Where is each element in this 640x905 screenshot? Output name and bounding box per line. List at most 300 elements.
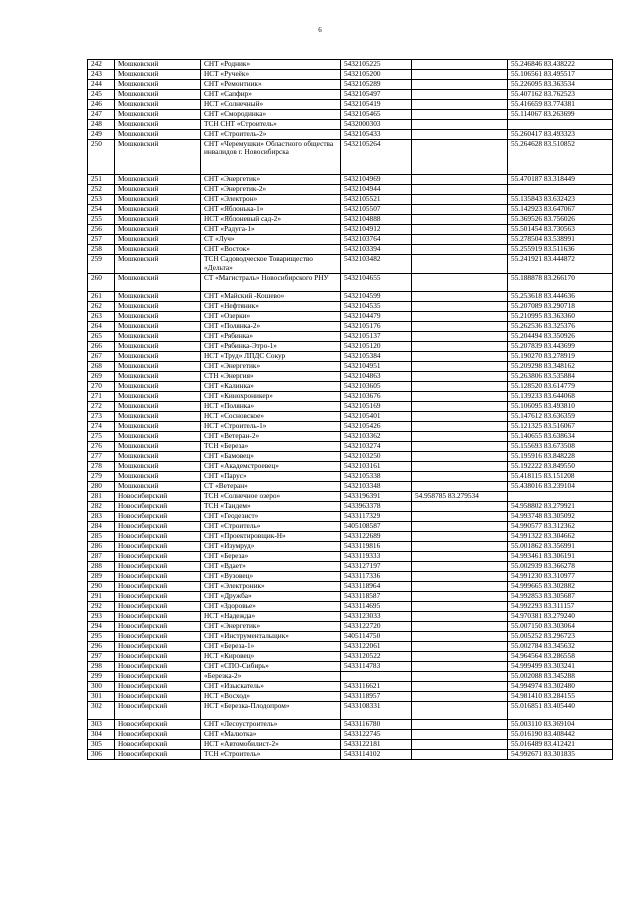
district-cell: Мошковский — [115, 411, 201, 421]
organization-name: СНТ «Яблонька-1» — [201, 205, 341, 215]
row-number: 306 — [88, 750, 115, 760]
table-row — [88, 245, 613, 255]
coordinates-cell — [412, 591, 508, 601]
district-cell: Мошковский — [115, 225, 201, 235]
inn-cell: 5433196391 — [341, 491, 412, 501]
coordinates-cell: 55.418115 83.151208 — [508, 471, 613, 481]
district-cell: Мошковский — [115, 185, 201, 195]
table-row — [88, 331, 613, 341]
coordinates-cell — [412, 661, 508, 671]
inn-cell: 5432103274 — [341, 441, 412, 451]
district-cell: Новосибирский — [115, 531, 201, 541]
district-cell: Мошковский — [115, 301, 201, 311]
row-number: 253 — [88, 195, 115, 205]
inn-cell: 5433123033 — [341, 611, 412, 621]
district-cell: Мошковский — [115, 90, 201, 100]
organization-name: СНТ «Здоровье» — [201, 601, 341, 611]
coordinates-cell: 55.140655 83.638634 — [508, 431, 613, 441]
table-row — [88, 501, 613, 511]
inn-cell: 5433963378 — [341, 501, 412, 511]
organization-name: СНТ «Энергетик-2» — [201, 185, 341, 195]
coordinates-cell: 54.992293 83.311157 — [508, 601, 613, 611]
row-number: 301 — [88, 691, 115, 701]
coordinates-cell — [412, 185, 508, 195]
district-cell: Новосибирский — [115, 740, 201, 750]
coordinates-cell — [412, 371, 508, 381]
inn-cell: 5432105465 — [341, 110, 412, 120]
row-number: 278 — [88, 461, 115, 471]
inn-cell: 5433118957 — [341, 691, 412, 701]
inn-cell: 5432105507 — [341, 205, 412, 215]
coordinates-cell: 54.999499 83.303241 — [508, 661, 613, 671]
coordinates-cell — [412, 215, 508, 225]
coordinates-cell — [412, 341, 508, 351]
coordinates-cell — [412, 130, 508, 140]
district-cell: Новосибирский — [115, 720, 201, 730]
coordinates-cell — [412, 451, 508, 461]
row-number: 291 — [88, 591, 115, 601]
district-cell: Мошковский — [115, 195, 201, 205]
table-row — [88, 511, 613, 521]
row-number: 266 — [88, 341, 115, 351]
table-row — [88, 235, 613, 245]
table-row — [88, 601, 613, 611]
organization-name: СНТ «Кинохроникер» — [201, 391, 341, 401]
coordinates-cell: 55.263806 83.535884 — [508, 371, 613, 381]
coordinates-cell: 55.188878 83.266170 — [508, 273, 613, 291]
organization-name: СНТ «Электрон» — [201, 195, 341, 205]
organization-name: СНТ «Полянка-2» — [201, 321, 341, 331]
coordinates-cell — [412, 60, 508, 70]
organization-name: СНТ «Майский -Кошево» — [201, 291, 341, 301]
organization-name: СТ «Луч» — [201, 235, 341, 245]
inn-cell: 5433119333 — [341, 551, 412, 561]
district-cell: Мошковский — [115, 351, 201, 361]
inn-cell: 5432103764 — [341, 235, 412, 245]
table-row — [88, 541, 613, 551]
district-cell: Новосибирский — [115, 701, 201, 719]
row-number: 290 — [88, 581, 115, 591]
coordinates-cell: 54.993461 83.306191 — [508, 551, 613, 561]
organization-name: НСТ «Солнечный» — [201, 100, 341, 110]
coordinates-cell — [412, 140, 508, 175]
coordinates-cell — [412, 321, 508, 331]
organization-name: НСТ «Надежда» — [201, 611, 341, 621]
district-cell: Мошковский — [115, 461, 201, 471]
coordinates-cell: 55.016851 83.405440 — [508, 701, 613, 719]
row-number: 260 — [88, 273, 115, 291]
organization-name: СНТ «Нефтяник» — [201, 301, 341, 311]
district-cell: Мошковский — [115, 235, 201, 245]
coordinates-cell — [412, 110, 508, 120]
organization-name: ТСН СНТ «Строитель» — [201, 120, 341, 130]
coordinates-cell — [412, 331, 508, 341]
inn-cell: 5433114783 — [341, 661, 412, 671]
table-row — [88, 451, 613, 461]
coordinates-cell: 55.278504 83.538991 — [508, 235, 613, 245]
inn-cell: 5433127197 — [341, 561, 412, 571]
coordinates-cell — [412, 235, 508, 245]
row-number: 242 — [88, 60, 115, 70]
coordinates-cell: 55.416659 83.774381 — [508, 100, 613, 110]
inn-cell: 5432105497 — [341, 90, 412, 100]
organization-name: СНТ «СПО-Сибирь» — [201, 661, 341, 671]
row-number: 294 — [88, 621, 115, 631]
coordinates-cell: 55.002784 83.345632 — [508, 641, 613, 651]
coordinates-cell — [412, 351, 508, 361]
district-cell: Новосибирский — [115, 671, 201, 681]
coordinates-cell — [412, 175, 508, 185]
inn-cell: 5432105521 — [341, 195, 412, 205]
inn-cell: 5432105426 — [341, 421, 412, 431]
coordinates-cell: 55.142923 83.647067 — [508, 205, 613, 215]
coordinates-cell — [412, 740, 508, 750]
coordinates-cell: 55.253618 83.444636 — [508, 291, 613, 301]
district-cell: Мошковский — [115, 140, 201, 175]
organization-name: СНТ «Энергетик» — [201, 175, 341, 185]
district-cell: Новосибирский — [115, 651, 201, 661]
table-row — [88, 621, 613, 631]
organization-name: СНТ «Восток» — [201, 245, 341, 255]
row-number: 255 — [88, 215, 115, 225]
organization-name: СНТ «Проектировщик-Н» — [201, 531, 341, 541]
coordinates-cell — [412, 720, 508, 730]
row-number: 297 — [88, 651, 115, 661]
coordinates-cell: 55.005252 83.296723 — [508, 631, 613, 641]
district-cell: Мошковский — [115, 481, 201, 491]
row-number: 245 — [88, 90, 115, 100]
inn-cell: 5432105200 — [341, 70, 412, 80]
table-row — [88, 441, 613, 451]
coordinates-cell — [412, 80, 508, 90]
coordinates-cell: 55.192222 83.849550 — [508, 461, 613, 471]
table-row — [88, 391, 613, 401]
table-row — [88, 140, 613, 175]
district-cell: Новосибирский — [115, 501, 201, 511]
row-number: 273 — [88, 411, 115, 421]
inn-cell: 5432104863 — [341, 371, 412, 381]
row-number: 289 — [88, 571, 115, 581]
table-row — [88, 90, 613, 100]
row-number: 280 — [88, 481, 115, 491]
table-row — [88, 60, 613, 70]
table-row — [88, 361, 613, 371]
organization-name: СНТ «Смородинка» — [201, 110, 341, 120]
inn-cell: 5433116780 — [341, 720, 412, 730]
coordinates-cell: 54.994974 83.302480 — [508, 681, 613, 691]
table-row — [88, 110, 613, 120]
table-row — [88, 531, 613, 541]
coordinates-cell — [412, 461, 508, 471]
table-row — [88, 175, 613, 185]
coordinates-cell — [412, 255, 508, 273]
coordinates-cell: 55.260417 83.493323 — [508, 130, 613, 140]
inn-cell: 5433114695 — [341, 601, 412, 611]
coordinates-cell — [508, 185, 613, 195]
inn-cell: 5433122745 — [341, 730, 412, 740]
inn-cell — [341, 671, 412, 681]
organization-name: НСТ «Березка-Плодопром» — [201, 701, 341, 719]
table-row — [88, 661, 613, 671]
table-row — [88, 641, 613, 651]
inn-cell: 5432104599 — [341, 291, 412, 301]
coordinates-cell — [412, 750, 508, 760]
coordinates-cell: 54.992853 83.305687 — [508, 591, 613, 601]
coordinates-cell: 54.990577 83.312362 — [508, 521, 613, 531]
coordinates-cell: 55.262536 83.325376 — [508, 321, 613, 331]
table-row — [88, 571, 613, 581]
table-row — [88, 100, 613, 110]
row-number: 276 — [88, 441, 115, 451]
district-cell: Новосибирский — [115, 661, 201, 671]
inn-cell: 5433119816 — [341, 541, 412, 551]
organization-name: СНТ «Ветеран-2» — [201, 431, 341, 441]
coordinates-cell — [412, 273, 508, 291]
district-cell: Мошковский — [115, 321, 201, 331]
row-number: 281 — [88, 491, 115, 501]
row-number: 303 — [88, 720, 115, 730]
coordinates-cell: 54.993748 83.305092 — [508, 511, 613, 521]
inn-cell: 5432104944 — [341, 185, 412, 195]
coordinates-cell — [412, 681, 508, 691]
coordinates-cell — [412, 195, 508, 205]
coordinates-cell: 55.190270 83.278919 — [508, 351, 613, 361]
row-number: 244 — [88, 80, 115, 90]
table-row — [88, 421, 613, 431]
row-number: 277 — [88, 451, 115, 461]
coordinates-cell — [412, 631, 508, 641]
coordinates-cell: 55.128520 83.614779 — [508, 381, 613, 391]
row-number: 292 — [88, 601, 115, 611]
inn-cell: 5432105169 — [341, 401, 412, 411]
coordinates-cell: 55.106095 83.493810 — [508, 401, 613, 411]
table-row — [88, 631, 613, 641]
coordinates-cell — [412, 120, 508, 130]
inn-cell: 5432103348 — [341, 481, 412, 491]
district-cell: Мошковский — [115, 341, 201, 351]
row-number: 248 — [88, 120, 115, 130]
row-number: 304 — [88, 730, 115, 740]
district-cell: Новосибирский — [115, 641, 201, 651]
coordinates-cell — [412, 561, 508, 571]
organization-name: СНТ «Изумруд» — [201, 541, 341, 551]
table-row — [88, 431, 613, 441]
row-number: 251 — [88, 175, 115, 185]
district-cell: Мошковский — [115, 371, 201, 381]
district-cell: Мошковский — [115, 401, 201, 411]
inn-cell: 5432104535 — [341, 301, 412, 311]
table-row — [88, 120, 613, 130]
table-row — [88, 701, 613, 719]
district-cell: Мошковский — [115, 205, 201, 215]
coordinates-cell — [412, 701, 508, 719]
table-row — [88, 371, 613, 381]
organization-name: СНТ «Строитель» — [201, 521, 341, 531]
organization-name: СНТ «Озерки» — [201, 311, 341, 321]
district-cell: Новосибирский — [115, 491, 201, 501]
inn-cell: 5432105401 — [341, 411, 412, 421]
district-cell: Новосибирский — [115, 621, 201, 631]
coordinates-cell — [412, 301, 508, 311]
inn-cell: 5432103362 — [341, 431, 412, 441]
row-number: 296 — [88, 641, 115, 651]
coordinates-cell: 55.210995 83.363360 — [508, 311, 613, 321]
coordinates-cell — [412, 521, 508, 531]
coordinates-cell — [412, 691, 508, 701]
table-row — [88, 461, 613, 471]
inn-cell: 5432103605 — [341, 381, 412, 391]
district-cell: Новосибирский — [115, 601, 201, 611]
coordinates-cell — [412, 601, 508, 611]
organization-name: СТН «Энергия» — [201, 371, 341, 381]
inn-cell: 5432104912 — [341, 225, 412, 235]
inn-cell: 5433117329 — [341, 511, 412, 521]
table-row — [88, 130, 613, 140]
coordinates-cell: 55.195916 83.848228 — [508, 451, 613, 461]
district-cell: Новосибирский — [115, 750, 201, 760]
inn-cell: 5432105120 — [341, 341, 412, 351]
inn-cell: 5433108331 — [341, 701, 412, 719]
coordinates-cell: 54.970381 83.279240 — [508, 611, 613, 621]
row-number: 268 — [88, 361, 115, 371]
organization-name: СНТ «Береза» — [201, 551, 341, 561]
table-row — [88, 255, 613, 273]
page-number: 6 — [318, 26, 322, 34]
coordinates-cell: 55.135843 83.632423 — [508, 195, 613, 205]
inn-cell: 5432105338 — [341, 471, 412, 481]
coordinates-cell: 55.204494 83.350926 — [508, 331, 613, 341]
organization-name: «Березка-2» — [201, 671, 341, 681]
district-cell: Мошковский — [115, 80, 201, 90]
inn-cell: 5432103394 — [341, 245, 412, 255]
table-row — [88, 561, 613, 571]
inn-cell: 5432104951 — [341, 361, 412, 371]
table-row — [88, 730, 613, 740]
district-cell: Новосибирский — [115, 551, 201, 561]
coordinates-cell — [412, 551, 508, 561]
table-row — [88, 195, 613, 205]
inn-cell: 5432105225 — [341, 60, 412, 70]
table-row — [88, 381, 613, 391]
row-number: 302 — [88, 701, 115, 719]
table-row — [88, 740, 613, 750]
organization-name: ТСН «Береза» — [201, 441, 341, 451]
inn-cell: 5432105137 — [341, 331, 412, 341]
inn-cell: 5433117336 — [341, 571, 412, 581]
table-row — [88, 401, 613, 411]
inn-cell: 5433122181 — [341, 740, 412, 750]
organization-name: СНТ «Лесоустроитель» — [201, 720, 341, 730]
row-number: 274 — [88, 421, 115, 431]
inn-cell: 5432000303 — [341, 120, 412, 130]
coordinates-cell: 55.003110 83.369104 — [508, 720, 613, 730]
coordinates-cell: 55.114067 83.263699 — [508, 110, 613, 120]
coordinates-cell: 55.264628 83.510852 — [508, 140, 613, 175]
coordinates-cell — [412, 501, 508, 511]
coordinates-cell: 55.369526 83.756026 — [508, 215, 613, 225]
district-cell: Мошковский — [115, 391, 201, 401]
row-number: 299 — [88, 671, 115, 681]
row-number: 305 — [88, 740, 115, 750]
coordinates-cell — [508, 491, 613, 501]
organization-name: СНТ «Изыскатель» — [201, 681, 341, 691]
row-number: 246 — [88, 100, 115, 110]
row-number: 284 — [88, 521, 115, 531]
coordinates-cell: 55.139233 83.644068 — [508, 391, 613, 401]
organization-name: СНТ «Ремонтник» — [201, 80, 341, 90]
coordinates-cell: 55.241921 83.444872 — [508, 255, 613, 273]
coordinates-cell — [412, 90, 508, 100]
table-row — [88, 750, 613, 760]
table-row — [88, 481, 613, 491]
table-row — [88, 311, 613, 321]
table-row — [88, 321, 613, 331]
row-number: 279 — [88, 471, 115, 481]
district-cell: Мошковский — [115, 441, 201, 451]
coordinates-cell: 54.958802 83.279921 — [508, 501, 613, 511]
row-number: 267 — [88, 351, 115, 361]
row-number: 247 — [88, 110, 115, 120]
table-row — [88, 681, 613, 691]
coordinates-cell — [412, 471, 508, 481]
organization-name: ТСН «Солнечное озеро» — [201, 491, 341, 501]
district-cell: Новосибирский — [115, 730, 201, 740]
inn-cell: 5405108587 — [341, 521, 412, 531]
coordinates-cell: 54.991230 83.310977 — [508, 571, 613, 581]
coordinates-cell — [412, 621, 508, 631]
coordinates-cell — [412, 381, 508, 391]
district-cell: Мошковский — [115, 130, 201, 140]
inn-cell: 5433114102 — [341, 750, 412, 760]
inn-cell: 5433118587 — [341, 591, 412, 601]
coordinates-cell — [412, 391, 508, 401]
district-cell: Новосибирский — [115, 591, 201, 601]
inn-cell: 5433122720 — [341, 621, 412, 631]
table-row — [88, 301, 613, 311]
district-cell: Новосибирский — [115, 561, 201, 571]
table-row — [88, 351, 613, 361]
district-cell: Мошковский — [115, 451, 201, 461]
district-cell: Новосибирский — [115, 691, 201, 701]
organization-name: СНТ «Электроник» — [201, 581, 341, 591]
district-cell: Мошковский — [115, 381, 201, 391]
row-number: 263 — [88, 311, 115, 321]
organization-name: СНТ «Калинка» — [201, 381, 341, 391]
table-row — [88, 411, 613, 421]
coordinates-cell — [412, 421, 508, 431]
inn-cell: 5405114750 — [341, 631, 412, 641]
organization-name: СНТ «Родник» — [201, 60, 341, 70]
row-number: 269 — [88, 371, 115, 381]
row-number: 282 — [88, 501, 115, 511]
organization-name: НСТ «Ручеёк» — [201, 70, 341, 80]
inn-cell: 5432105384 — [341, 351, 412, 361]
table-row — [88, 273, 613, 291]
row-number: 265 — [88, 331, 115, 341]
coordinates-cell: 55.207839 83.443699 — [508, 341, 613, 351]
coordinates-cell: 55.106561 83.495517 — [508, 70, 613, 80]
coordinates-cell — [412, 205, 508, 215]
row-number: 254 — [88, 205, 115, 215]
organization-name: СНТ «Геодезист» — [201, 511, 341, 521]
table-row — [88, 205, 613, 215]
row-number: 285 — [88, 531, 115, 541]
organization-name: НСТ «Сосновское» — [201, 411, 341, 421]
table-row — [88, 581, 613, 591]
row-number: 272 — [88, 401, 115, 411]
organization-name: СНТ «Береза-1» — [201, 641, 341, 651]
coordinates-cell: 55.209298 83.348162 — [508, 361, 613, 371]
